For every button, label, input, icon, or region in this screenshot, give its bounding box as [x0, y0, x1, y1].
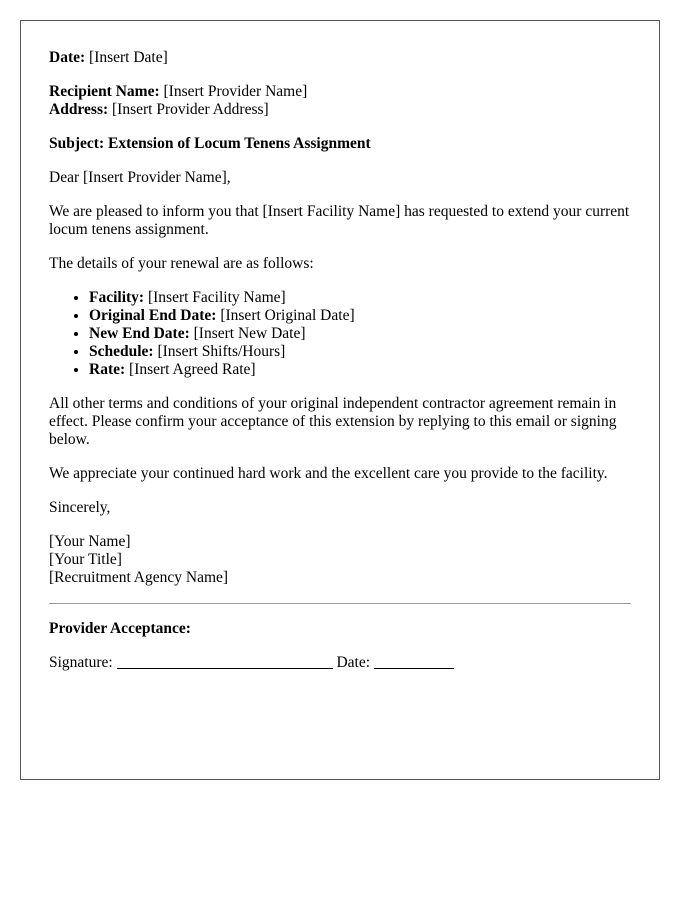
list-item — [89, 289, 631, 307]
list-item — [89, 361, 631, 379]
salutation: Dear [Insert Provider Name], — [49, 169, 231, 186]
date-blank-line[interactable] — [374, 654, 454, 669]
detail-value: [Insert Original Date] — [216, 307, 355, 324]
subject-text: Subject: Extension of Locum Tenens Assignment — [49, 135, 371, 152]
letter-document — [20, 20, 660, 780]
acceptance-date-label: Date: — [332, 654, 374, 671]
detail-value: [Insert Agreed Rate] — [125, 361, 256, 378]
list-item — [89, 325, 631, 343]
address-label: Address: — [49, 101, 109, 118]
sender-name: [Your Name] — [49, 533, 131, 550]
detail-value: [Insert Shifts/Hours] — [153, 343, 286, 360]
detail-label: Original End Date: — [89, 307, 217, 324]
signature-row — [49, 654, 631, 672]
subject-line — [49, 135, 631, 153]
recipient-label: Recipient Name: — [49, 83, 160, 100]
date-label: Date: — [49, 49, 86, 66]
sender-title: [Your Title] — [49, 551, 122, 568]
sender-agency: [Recruitment Agency Name] — [49, 569, 229, 586]
detail-label: Schedule: — [89, 343, 154, 360]
recipient-value: [Insert Provider Name] — [159, 83, 308, 100]
signature-label: Signature: — [49, 654, 117, 671]
detail-label: New End Date: — [89, 325, 190, 342]
paragraph-terms: All other terms and conditions of your original independent contractor agreement remain in effect. Please confirm your acceptance of this extension by replying to this email or signing below. — [49, 395, 617, 448]
acceptance-heading — [49, 620, 631, 638]
detail-value: [Insert Facility Name] — [144, 289, 286, 306]
paragraph-appreciation: We appreciate your continued hard work and the excellent care you provide to the facility. — [49, 465, 608, 482]
closing: Sincerely, — [49, 499, 111, 516]
acceptance-heading-text: Provider Acceptance: — [49, 620, 191, 637]
recipient-line — [49, 83, 631, 101]
date-value: [Insert Date] — [85, 49, 168, 66]
detail-label: Rate: — [89, 361, 126, 378]
list-item — [89, 307, 631, 325]
paragraph-intro: We are pleased to inform you that [Insert Facility Name] has requested to extend your current locum tenens assignment. — [49, 203, 630, 238]
signature-blank-line[interactable] — [117, 654, 333, 669]
list-item — [89, 343, 631, 361]
detail-value: [Insert New Date] — [189, 325, 306, 342]
address-line — [49, 101, 631, 119]
details-list — [49, 289, 631, 379]
detail-label: Facility: — [89, 289, 145, 306]
paragraph-details-intro: The details of your renewal are as follows: — [49, 255, 314, 272]
address-value: [Insert Provider Address] — [108, 101, 269, 118]
date-line — [49, 49, 631, 67]
section-divider — [49, 603, 631, 604]
